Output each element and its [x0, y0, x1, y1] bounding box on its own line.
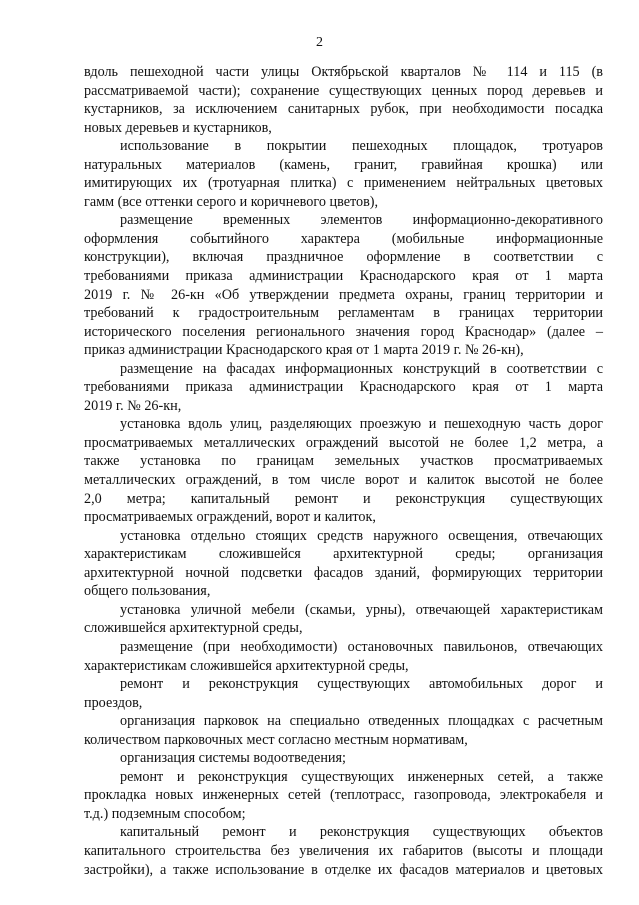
- text-line: капитального строительства без увеличения их габаритов (высоты и площади: [84, 842, 603, 859]
- text-line: архитектурной ночной подсветки фасадов зданий, формирующих территории: [84, 564, 603, 581]
- text-line: общего пользования,: [84, 583, 211, 600]
- text-line: рассматриваемой части); сохранение существующих ценных пород деревьев и: [84, 82, 603, 99]
- paragraph: [84, 823, 603, 879]
- text-line: ремонт и реконструкция существующих автомобильных дорог и: [120, 676, 603, 693]
- text-line: гамм (все оттенки серого и коричневого цветов),: [84, 193, 379, 210]
- text-line: также установка по границам земельных участков просматриваемых: [84, 453, 603, 470]
- text-line: размещение временных элементов информационно-декоративного: [120, 212, 603, 229]
- paragraph: [84, 211, 603, 359]
- text-line: прокладка новых инженерных сетей (теплотрасс, газопровода, электрокабеля и: [84, 787, 603, 804]
- text-line: имитирующих их (тротуарная плитка) с применением нейтральных цветовых: [84, 175, 603, 192]
- text-line: новых деревьев и кустарников,: [84, 119, 272, 136]
- text-line: размещение (при необходимости) остановочных павильонов, отвечающих: [120, 638, 603, 655]
- paragraph: [84, 601, 603, 638]
- text-line: просматриваемых ограждений, ворот и калиток,: [84, 509, 376, 526]
- text-line: застройки), а также использование в отделке их фасадов материалов и цветовых: [84, 861, 603, 878]
- text-line: проездов,: [84, 694, 143, 711]
- text-line: количеством парковочных мест согласно местным нормативам,: [84, 731, 468, 748]
- text-line: характеристикам сложившейся архитектурной среды,: [84, 657, 409, 674]
- paragraph: [84, 638, 603, 675]
- text-line: 2,0 метра; капитальный ремонт и реконструкция существующих: [84, 490, 603, 507]
- text-line: организация системы водоотведения;: [120, 750, 346, 767]
- text-line: требований к градостроительным регламентам в границах территории: [84, 305, 603, 322]
- text-line: вдоль пешеходной части улицы Октябрьской кварталов № 114 и 115 (в: [84, 64, 603, 80]
- text-line: просматриваемых металлических ограждений высотой не более 1,2 метра, а: [84, 434, 603, 451]
- text-line: металлических ограждений, в том числе ворот и калиток высотой не более: [84, 472, 603, 489]
- text-line: капитальный ремонт и реконструкция существующих объектов: [120, 824, 603, 841]
- text-line: т.д.) подземным способом;: [84, 805, 246, 822]
- page-number: 2: [316, 35, 323, 50]
- text-line: установка отдельно стоящих средств наружного освещения, отвечающих: [120, 527, 603, 544]
- document-body: [84, 63, 603, 879]
- text-line: кустарников, за исключением санитарных рубок, при необходимости посадка: [84, 101, 603, 118]
- text-line: размещение на фасадах информационных конструкций в соответствии с: [120, 360, 603, 377]
- text-line: оформления событийного характера (мобильные информационные: [84, 230, 603, 247]
- paragraph: [84, 137, 603, 211]
- paragraph: [84, 675, 603, 712]
- text-line: приказ администрации Краснодарского края от 1 марта 2019 г. № 26-кн),: [84, 342, 524, 359]
- text-line: исторического поселения регионального значения город Краснодар» (далее –: [84, 323, 603, 340]
- paragraph: [84, 527, 603, 601]
- paragraph: [84, 749, 603, 768]
- text-line: натуральных материалов (камень, гранит, гравийная крошка) или: [84, 156, 603, 173]
- text-line: требованиями приказа администрации Краснодарского края от 1 марта: [84, 268, 603, 285]
- text-line: требованиями приказа администрации Краснодарского края от 1 марта: [84, 379, 603, 396]
- paragraph: [84, 63, 603, 137]
- text-line: установка вдоль улиц, разделяющих проезжую и пешеходную часть дорог: [120, 416, 603, 433]
- text-line: характеристикам сложившейся архитектурной среды; организация: [84, 546, 603, 563]
- paragraph: [84, 360, 603, 416]
- text-line: 2019 г. № 26-кн,: [84, 397, 182, 414]
- text-line: использование в покрытии пешеходных площадок, тротуаров: [120, 138, 603, 155]
- text-line: организация парковок на специально отведенных площадках с расчетным: [120, 713, 603, 730]
- paragraph: [84, 712, 603, 749]
- text-line: сложившейся архитектурной среды,: [84, 620, 303, 637]
- text-line: 2019 г. № 26-кн «Об утверждении предмета охраны, границ территории и: [84, 286, 603, 303]
- paragraph: [84, 415, 603, 526]
- text-line: установка уличной мебели (скамьи, урны), отвечающей характеристикам: [120, 601, 603, 618]
- text-line: ремонт и реконструкция существующих инженерных сетей, а также: [120, 768, 603, 785]
- text-line: конструкции), включая праздничное оформление в соответствии с: [84, 249, 603, 266]
- paragraph: [84, 768, 603, 824]
